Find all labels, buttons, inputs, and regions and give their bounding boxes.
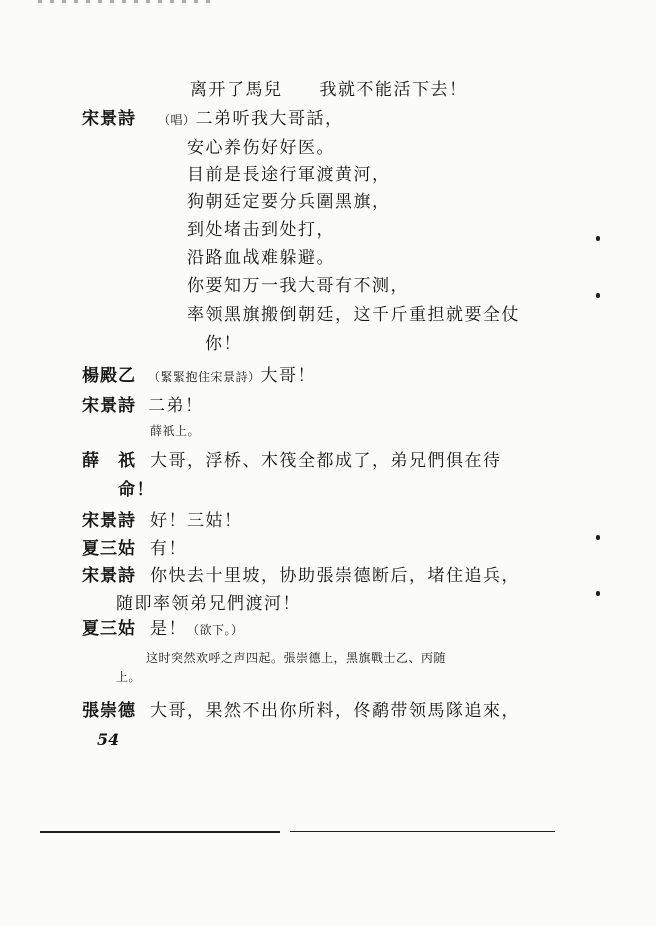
- dialogue-text: 是！: [150, 619, 187, 639]
- speaker-name: 夏三姑: [82, 539, 136, 559]
- speaker-name: 薛 祇: [82, 451, 136, 471]
- dialogue-text: 随即率领弟兄們渡河！: [116, 594, 301, 614]
- speaker-name: 宋景詩: [82, 396, 136, 416]
- scan-edge-line: [40, 831, 280, 833]
- stage-direction: 这时突然欢呼之声四起。張崇德上，黑旗戰士乙、丙随: [146, 651, 447, 665]
- stage-direction-inline: （唱）: [158, 113, 196, 127]
- dialogue-text: 有！: [150, 539, 187, 559]
- dialogue-line: [150, 614, 244, 639]
- verse-line: 你！: [205, 334, 242, 354]
- stage-direction-inline: （緊緊抱住宋景詩）: [148, 370, 261, 384]
- speaker-name: 宋景詩: [82, 109, 136, 129]
- speaker-name: 楊殿乙: [82, 366, 136, 386]
- dialogue-text: 大哥，果然不出你所料，佟鹬带领馬隊追來，: [150, 701, 520, 721]
- scan-speck: [596, 591, 600, 596]
- verse-line: 率领黑旗搬倒朝廷，这千斤重担就要全仗: [187, 305, 520, 325]
- verse-line: 狗朝廷定要分兵圍黑旗，: [187, 192, 391, 212]
- dialogue-line: [148, 361, 316, 386]
- stage-direction-inline: （欲下。）: [187, 623, 244, 637]
- speaker-name: 夏三姑: [82, 619, 136, 639]
- speaker-name: 宋景詩: [82, 511, 136, 531]
- verse-line: 沿路血战难躲避。: [187, 248, 335, 268]
- stage-direction: 薛祇上。: [150, 424, 201, 438]
- dialogue-text: 二弟！: [148, 396, 204, 416]
- verse-line: 目前是長途行軍渡黄河，: [187, 165, 391, 185]
- scan-speck: [596, 535, 600, 540]
- verse-line: 安心养伤好好医。: [187, 138, 335, 158]
- dialogue-text: 你快去十里坡，协助張崇德断后，堵住追兵，: [150, 566, 520, 586]
- dialogue-line: [158, 104, 344, 129]
- page-number: 54: [97, 730, 120, 749]
- verse-line: 到处堵击到处打，: [187, 220, 335, 240]
- stage-direction: 上。: [116, 670, 142, 684]
- verse-line: 离开了馬兒 我就不能活下去！: [190, 80, 468, 100]
- scan-speck: [596, 293, 600, 298]
- scan-speck: [596, 236, 600, 241]
- scan-top-edge: [38, 0, 218, 3]
- dialogue-text: 命！: [118, 480, 155, 500]
- dialogue-text: 大哥！: [260, 366, 317, 386]
- verse-line: 你要知万一我大哥有不测，: [187, 276, 409, 296]
- scan-edge-line: [290, 831, 555, 832]
- dialogue-text: 大哥，浮桥、木筏全都成了，弟兄們俱在待: [150, 451, 502, 471]
- speaker-name: 張崇德: [82, 701, 136, 721]
- dialogue-text: 好！三姑！: [150, 511, 243, 531]
- dialogue-text: 二弟听我大哥話，: [195, 109, 344, 129]
- speaker-name: 宋景詩: [82, 566, 136, 586]
